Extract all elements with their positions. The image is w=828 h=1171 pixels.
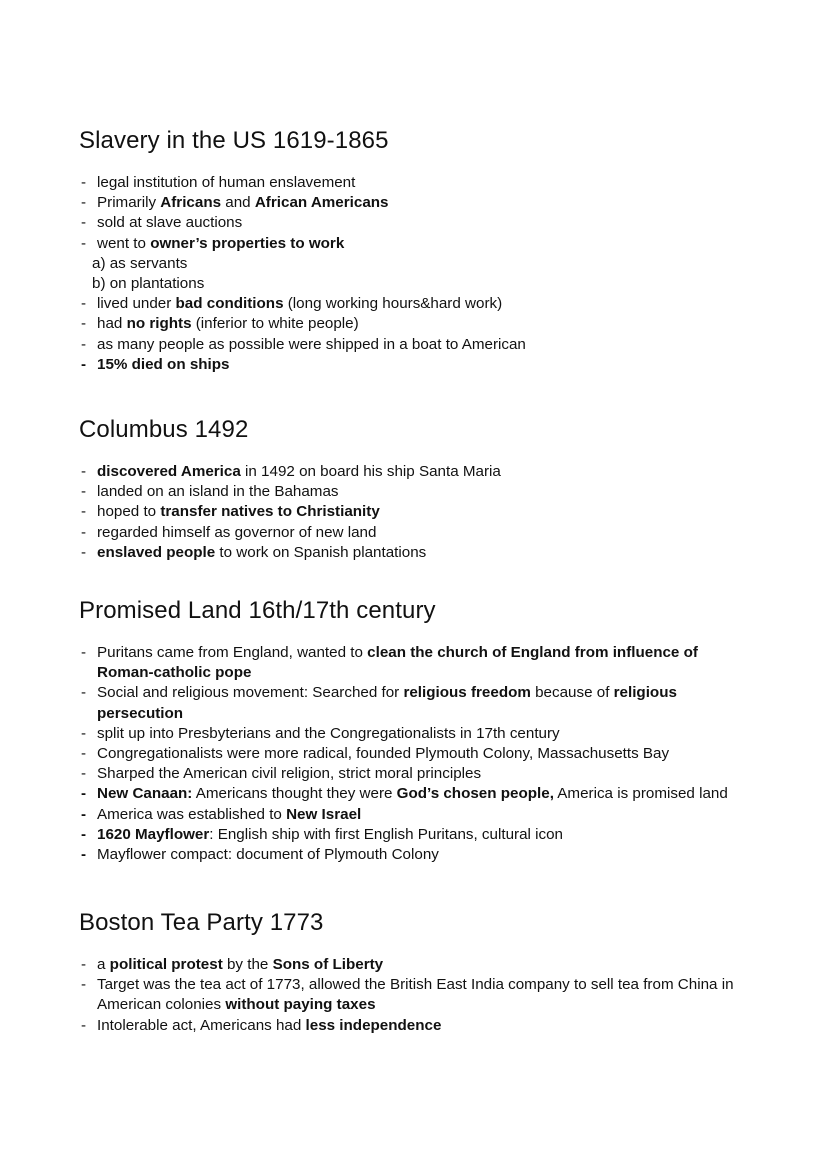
text: b) on plantations [92,275,205,293]
bullet-list [79,173,779,375]
text: Puritans came from England, wanted to [97,644,368,661]
text: a [97,956,110,973]
bold-text: enslaved people [97,543,216,561]
dash-bullet-icon: - [81,724,87,742]
text: and [221,194,255,212]
list-item [79,482,779,502]
text: because of [530,684,614,702]
list-item [79,683,744,723]
text: Social and religious movement: Searched for [97,684,404,702]
dash-bullet-icon: - [81,503,87,521]
text: landed on an island in the Bahamas [97,483,339,501]
text: legal institution of human enslavement [97,174,356,191]
list-item [79,294,779,314]
bold-text: 1620 Mayflower [97,825,210,843]
dash-bullet-icon: - [81,825,87,843]
bold-text: 15% died on ships [97,355,230,373]
text: by the [222,956,273,973]
bold-text: no rights [126,315,192,333]
list-item [79,975,744,1015]
bold-text: owner’s properties to work [150,234,345,252]
bold-text: discovered America [97,463,241,480]
section-boston-tea-party [79,908,779,1036]
bold-text: without paying taxes [225,996,376,1014]
list-item [79,744,744,764]
text: America was established to [97,805,287,823]
section-title: Slavery in the US 1619-1865 [79,127,389,154]
text: : English ship with first English Puritans, cultural icon [209,825,563,843]
bold-text: religious persecution [97,684,677,722]
section-promised-land [79,596,779,865]
bold-text: less independence [305,1016,442,1034]
dash-bullet-icon: - [81,805,87,823]
section-title: Columbus 1492 [79,416,249,443]
text: a) as servants [92,254,188,272]
bold-text: New Israel [286,805,362,823]
sub-list-item [79,254,779,274]
dash-bullet-icon: - [81,523,87,541]
text: Target was the tea act of 1773, allowed the British East India company to sell tea from China in American colonies [97,976,734,1014]
dash-bullet-icon: - [81,846,87,864]
dash-bullet-icon: - [81,355,87,373]
section-title: Boston Tea Party 1773 [79,909,324,936]
list-item [79,462,779,482]
bold-text: clean the church of England from influence of Roman-catholic pope [97,644,698,682]
section-columbus [79,415,779,563]
dash-bullet-icon: - [81,463,87,480]
dash-bullet-icon: - [81,684,87,702]
dash-bullet-icon: - [81,483,87,501]
section-title: Promised Land 16th/17th century [79,597,436,624]
list-item [79,335,779,355]
dash-bullet-icon: - [81,745,87,763]
text: to work on Spanish plantations [215,543,427,561]
list-item [79,643,744,683]
sub-list-item [79,274,779,294]
text: (inferior to white people) [191,315,359,333]
list-item [79,213,779,233]
dash-bullet-icon: - [81,295,87,313]
dash-bullet-icon: - [81,976,87,994]
list-item [79,173,779,193]
list-item [79,955,744,975]
dash-bullet-icon: - [81,174,87,191]
bold-text: Africans [160,194,222,212]
dash-bullet-icon: - [81,335,87,353]
text: went to [97,234,151,252]
dash-bullet-icon: - [81,785,87,803]
text: split up into Presbyterians and the Congregationalists in 17th century [97,724,560,742]
text: Sharped the American civil religion, strict moral principles [97,765,482,783]
bold-text: Sons of Liberty [272,956,384,973]
list-item [79,805,744,825]
bold-text: religious freedom [403,684,531,702]
text: sold at slave auctions [97,214,243,232]
bold-text: New Canaan: [97,785,193,803]
list-item [79,845,744,865]
list-item [79,502,779,522]
bold-text: transfer natives to Christianity [160,503,380,521]
list-item [79,355,779,375]
text: lived under [97,295,176,313]
list-item [79,764,744,784]
text: Mayflower compact: document of Plymouth Colony [97,846,439,864]
text: Intolerable act, Americans had [97,1016,306,1034]
dash-bullet-icon: - [81,194,87,212]
text: had [97,315,127,333]
list-item [79,724,744,744]
dash-bullet-icon: - [81,543,87,561]
dash-bullet-icon: - [81,765,87,783]
dash-bullet-icon: - [81,956,87,973]
bullet-list [79,462,779,563]
list-item [79,523,779,543]
text: Americans thought they were [192,785,397,803]
dash-bullet-icon: - [81,234,87,252]
section-slavery [79,126,779,375]
list-item [79,1016,744,1036]
list-item [79,825,744,845]
dash-bullet-icon: - [81,1016,87,1034]
text: America is promised land [553,785,728,803]
bullet-list [79,955,744,1036]
bold-text: African Americans [254,194,389,212]
text: regarded himself as governor of new land [97,523,377,541]
list-item [79,543,779,563]
text: hoped to [97,503,161,521]
bold-text: bad conditions [175,295,284,313]
dash-bullet-icon: - [81,644,87,661]
list-item [79,234,779,254]
text: as many people as possible were shipped in a boat to American [97,335,526,353]
bold-text: political protest [109,956,223,973]
text: Primarily [97,194,161,212]
text: in 1492 on board his ship Santa Maria [240,463,501,480]
dash-bullet-icon: - [81,315,87,333]
list-item [79,784,744,804]
text: (long working hours&hard work) [283,295,503,313]
bullet-list [79,643,744,865]
text: Congregationalists were more radical, founded Plymouth Colony, Massachusetts Bay [97,745,670,763]
bold-text: God’s chosen people, [396,785,554,803]
dash-bullet-icon: - [81,214,87,232]
list-item [79,314,779,334]
list-item [79,193,779,213]
